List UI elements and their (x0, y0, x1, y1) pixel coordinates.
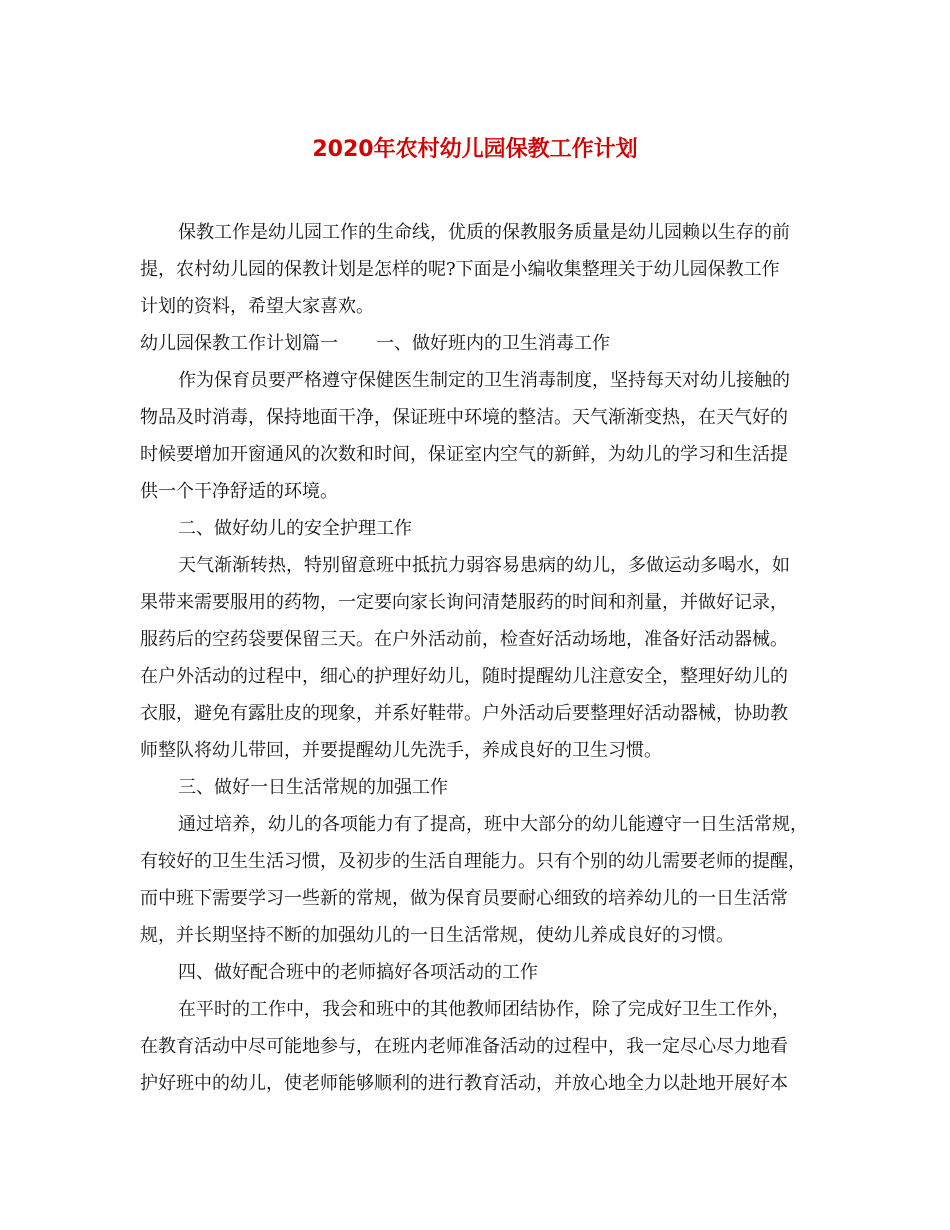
paragraph-line: 提，农村幼儿园的保教计划是怎样的呢?下面是小编收集整理关于幼儿园保教工作 (140, 259, 780, 280)
section-heading-right: 一、做好班内的卫生消毒工作 (376, 333, 610, 354)
section-heading: 四、做好配合班中的老师搞好各项活动的工作 (178, 962, 538, 983)
paragraph-line: 供一个干净舒适的环境。 (140, 481, 338, 502)
paragraph-line: 师整队将幼儿带回，并要提醒幼儿先洗手，养成良好的卫生习惯。 (140, 740, 662, 761)
paragraph-line: 规，并长期坚持不断的加强幼儿的一日生活常规，使幼儿养成良好的习惯。 (140, 925, 734, 946)
paragraph-line: 物品及时消毒，保持地面干净，保证班中环境的整洁。天气渐渐变热，在天气好的 (140, 407, 788, 428)
paragraph-line: 在平时的工作中，我会和班中的其他教师团结协作，除了完成好卫生工作外， (178, 999, 790, 1020)
paragraph-line: 在户外活动的过程中，细心的护理好幼儿，随时提醒幼儿注意安全，整理好幼儿的 (140, 666, 788, 687)
paragraph-line: 而中班下需要学习一些新的常规，做为保育员要耐心细致的培养幼儿的一日生活常 (140, 888, 788, 909)
paragraph-line: 有较好的卫生生活习惯，及初步的生活自理能力。只有个别的幼儿需要老师的提醒， (140, 851, 806, 872)
section-heading: 二、做好幼儿的安全护理工作 (178, 518, 412, 539)
paragraph-line: 服药后的空药袋要保留三天。在户外活动前，检查好活动场地，准备好活动器械。 (140, 629, 788, 650)
paragraph-line: 作为保育员要严格遵守保健医生制定的卫生消毒制度，坚持每天对幼儿接触的 (178, 370, 790, 391)
paragraph-line: 通过培养，幼儿的各项能力有了提高，班中大部分的幼儿能遵守一日生活常规， (178, 814, 808, 835)
paragraph-line: 保教工作是幼儿园工作的生命线，优质的保教服务质量是幼儿园赖以生存的前 (178, 222, 790, 243)
section-heading-left: 幼儿园保教工作计划篇一 (140, 333, 338, 354)
paragraph-line: 计划的资料，希望大家喜欢。 (140, 296, 374, 317)
section-heading: 三、做好一日生活常规的加强工作 (178, 777, 448, 798)
document-title: 2020年农村幼儿园保教工作计划 (312, 137, 638, 162)
paragraph-line: 天气渐渐转热，特别留意班中抵抗力弱容易患病的幼儿，多做运动多喝水，如 (178, 555, 790, 576)
section-heading (140, 331, 610, 357)
paragraph-line: 衣服，避免有露肚皮的现象，并系好鞋带。户外活动后要整理好活动器械，协助教 (140, 703, 788, 724)
paragraph-line: 果带来需要服用的药物，一定要向家长询问清楚服药的时间和剂量，并做好记录， (140, 592, 788, 613)
paragraph-line: 时候要增加开窗通风的次数和时间，保证室内空气的新鲜，为幼儿的学习和生活提 (140, 444, 788, 465)
paragraph-line: 在教育活动中尽可能地参与，在班内老师准备活动的过程中，我一定尽心尽力地看 (140, 1036, 788, 1057)
paragraph-line: 护好班中的幼儿，使老师能够顺利的进行教育活动，并放心地全力以赴地开展好本 (140, 1073, 788, 1094)
